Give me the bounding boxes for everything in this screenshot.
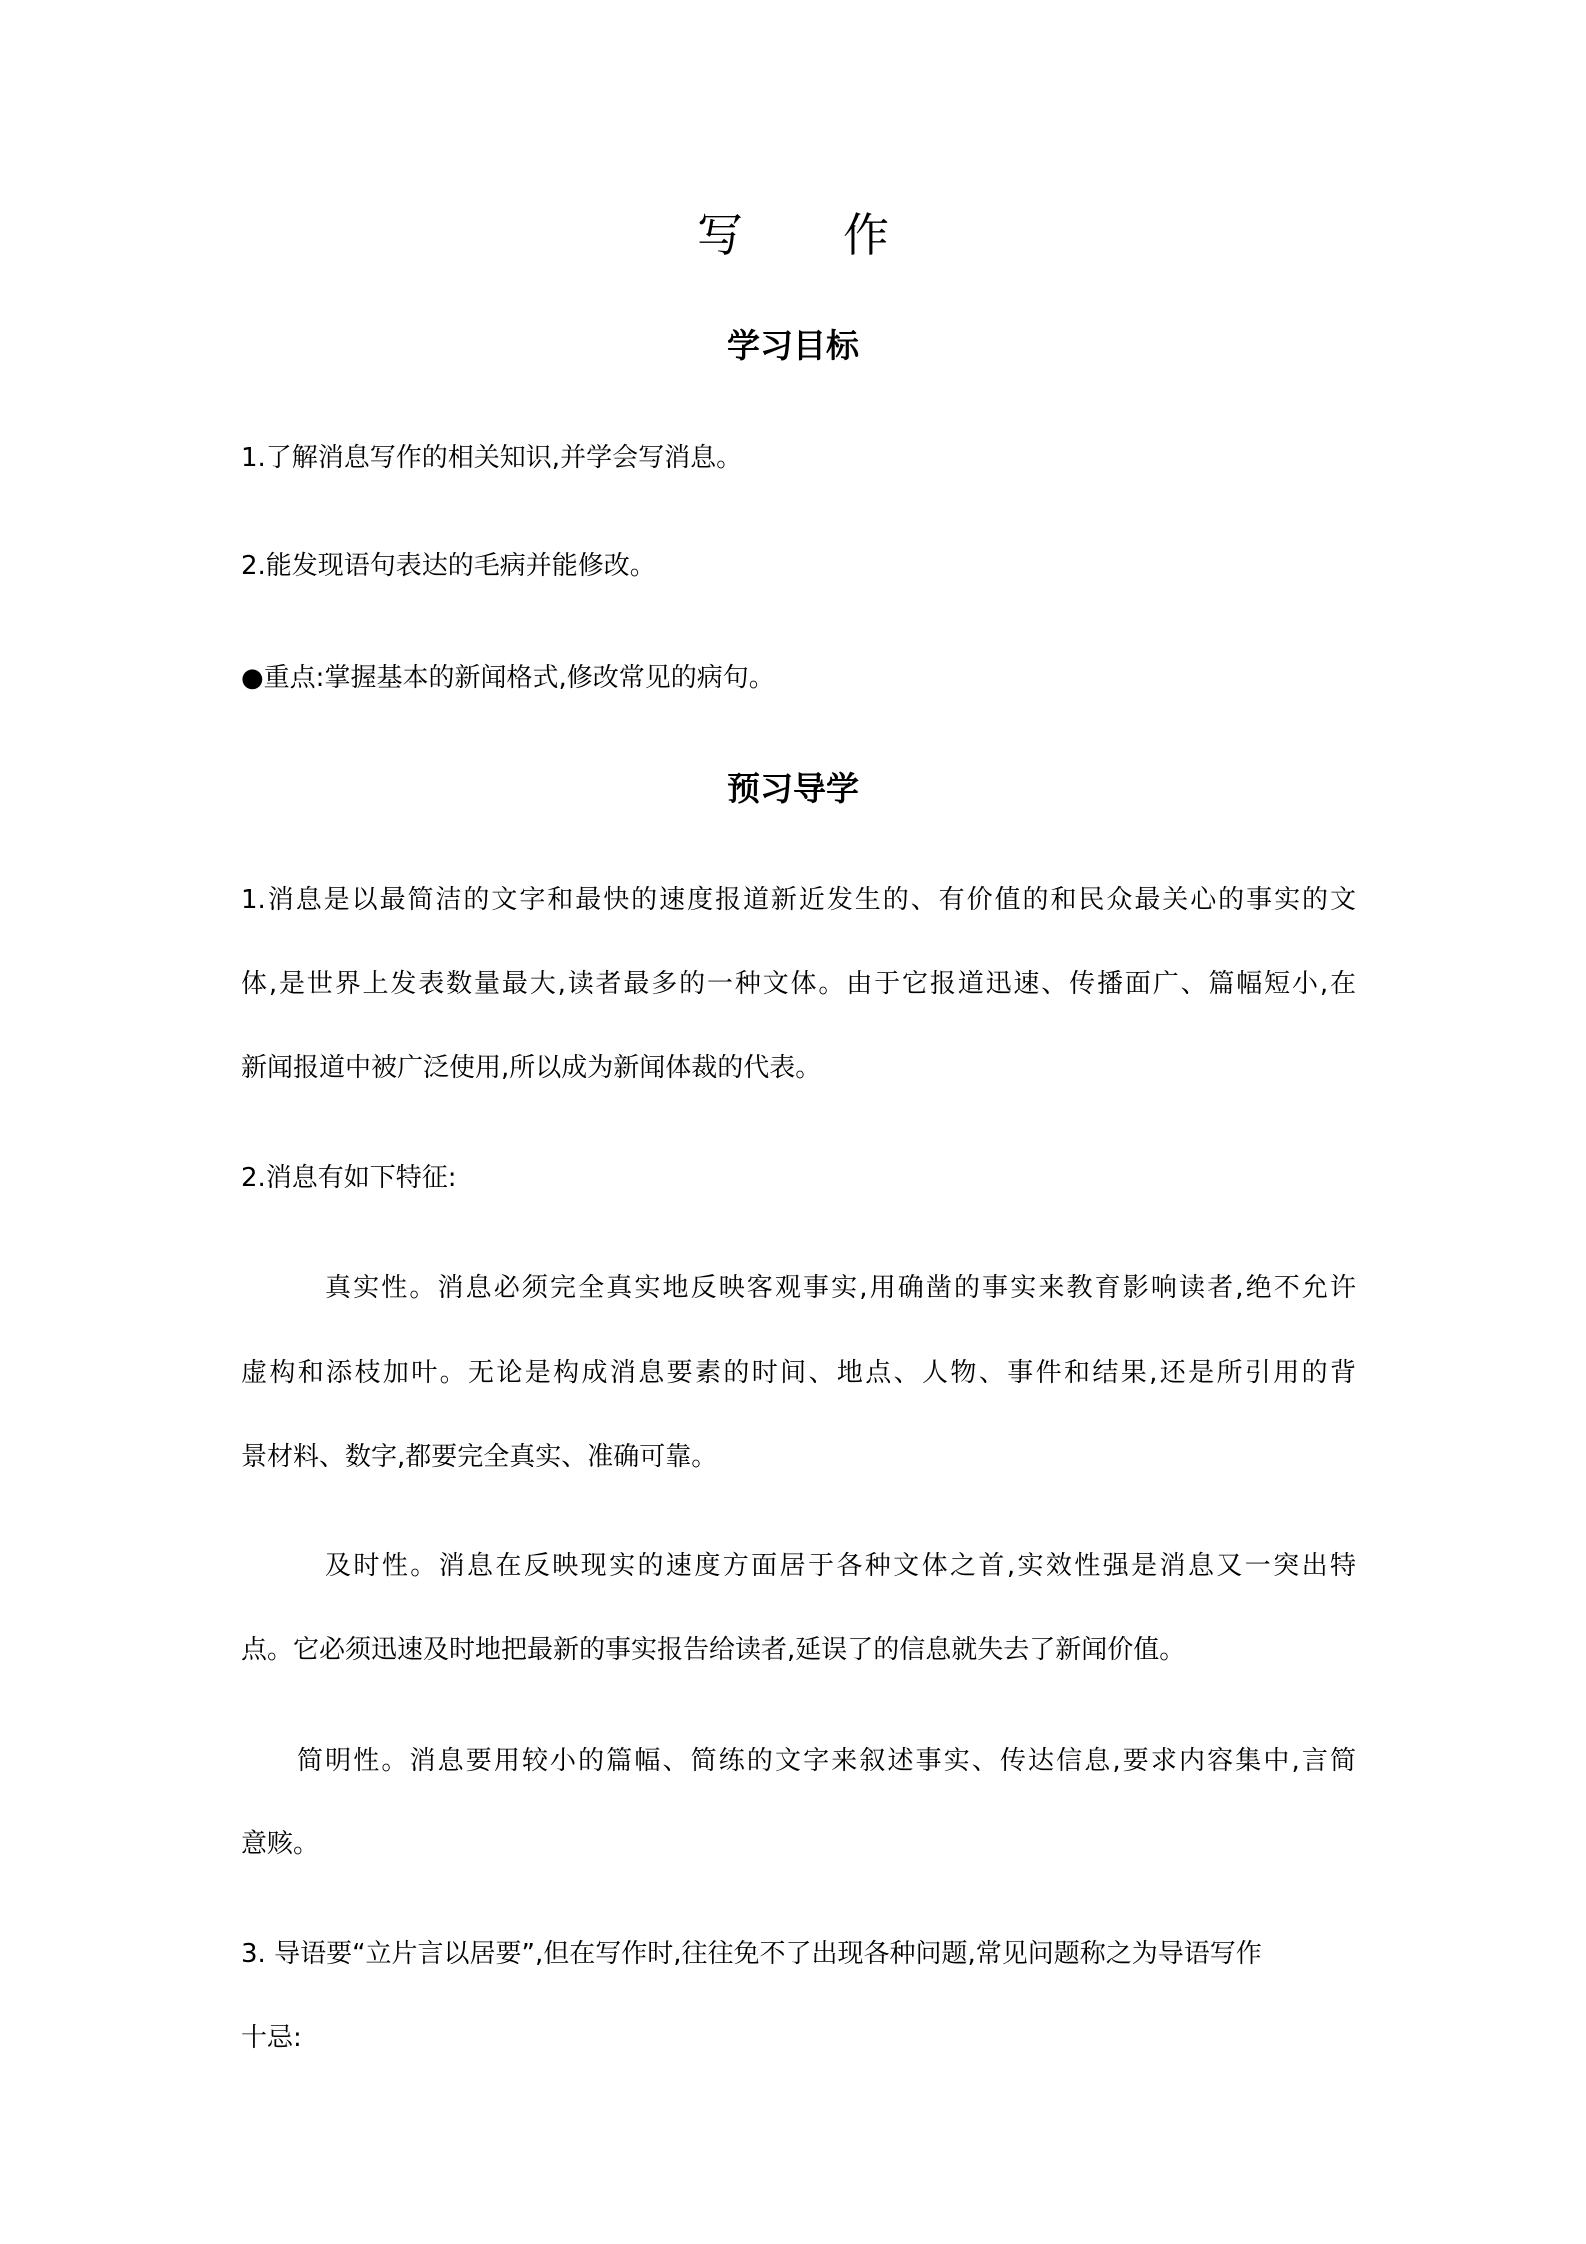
page-title: 写作 [697,208,989,262]
paragraph-line: 新闻报道中被广泛使用,所以成为新闻体裁的代表。 [241,1053,822,1083]
paragraph-line: 2.消息有如下特征: [241,1163,457,1193]
paragraph-line: 点。它必须迅速及时地把最新的事实报告给读者,延误了的信息就失去了新闻价值。 [241,1635,1186,1665]
objective-item: 1.了解消息写作的相关知识,并学会写消息。 [241,443,743,473]
paragraph-line: 及时性。消息在反映现实的速度方面居于各种文体之首,实效性强是消息又一突出特 [325,1551,1356,1581]
objective-item: 2.能发现语句表达的毛病并能修改。 [241,551,656,581]
paragraph-line: 1.消息是以最简洁的文字和最快的速度报道新近发生的、有价值的和民众最关心的事实的文 [241,885,1356,915]
paragraph-line: 意赅。 [241,1829,320,1859]
paragraph-line: 体,是世界上发表数量最大,读者最多的一种文体。由于它报道迅速、传播面广、篇幅短小,在 [241,969,1356,999]
objective-key-point: ●重点:掌握基本的新闻格式,修改常见的病句。 [241,663,775,693]
paragraph-line: 真实性。消息必须完全真实地反映客观事实,用确凿的事实来教育影响读者,绝不允许 [325,1273,1356,1303]
paragraph-line: 3. 导语要“立片言以居要”,但在写作时,往往免不了出现各种问题,常见问题称之为导语写作 [241,1939,1262,1969]
paragraph-line: 虚构和添枝加叶。无论是构成消息要素的时间、地点、人物、事件和结果,还是所引用的背 [241,1358,1356,1388]
paragraph-line: 十忌: [241,2023,302,2053]
paragraph-line: 简明性。消息要用较小的篇幅、简练的文字来叙述事实、传达信息,要求内容集中,言简 [297,1746,1356,1776]
section-heading-objectives: 学习目标 [727,326,859,365]
paragraph-line: 景材料、数字,都要完全真实、准确可靠。 [241,1442,718,1472]
section-heading-preview: 预习导学 [727,769,859,808]
